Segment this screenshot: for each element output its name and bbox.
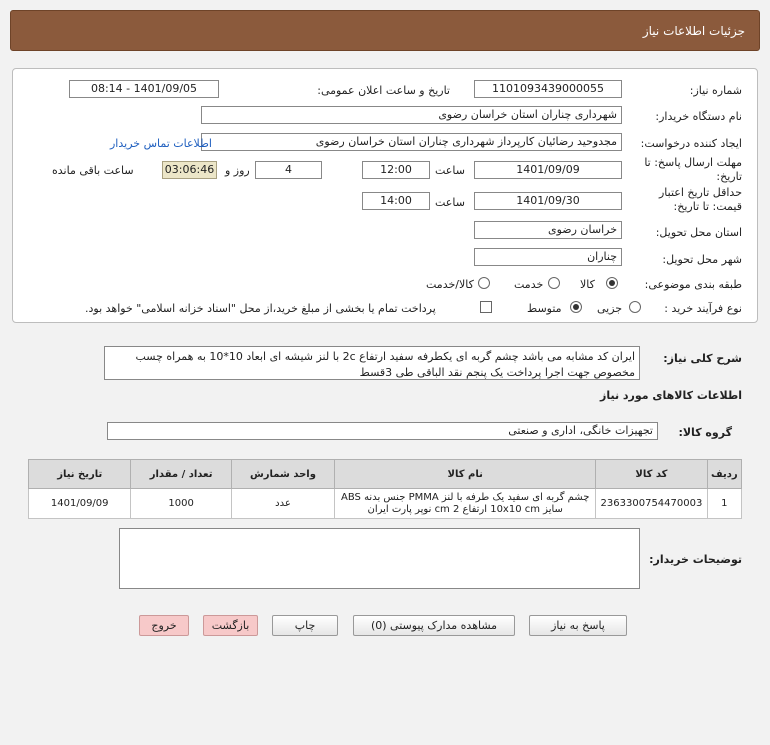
deadline-date-field: 1401/09/09 xyxy=(474,161,622,179)
process-option-medium: متوسط xyxy=(527,302,562,315)
deadline-time-label: ساعت xyxy=(435,164,465,177)
item-code: 2363300754470003 xyxy=(596,489,707,519)
col-row: ردیف xyxy=(707,460,741,489)
table-row xyxy=(29,489,742,519)
creator-field: مجدوحید رضائیان کارپرداز شهرداری چناران استان خراسان رضوی xyxy=(201,133,622,151)
days-remaining-field: 4 xyxy=(255,161,322,179)
announce-date-label: تاریخ و ساعت اعلان عمومی: xyxy=(317,84,450,97)
category-radio-goods[interactable] xyxy=(606,277,618,289)
page-header xyxy=(10,10,760,51)
item-name-line1: چشم گربه ای سفید یک طرفه با لنز PMMA جنس بدنه ABS xyxy=(341,491,590,503)
category-label: طبقه بندی موضوعی: xyxy=(644,278,742,291)
goods-table xyxy=(28,459,742,519)
goods-group-label: گروه کالا: xyxy=(678,426,732,439)
buyer-notes-field xyxy=(119,528,640,589)
item-name-line2: سایز 10x10 cm ارتفاع 2 cm نوپر پارت ایران xyxy=(367,503,563,515)
validity-date-field: 1401/09/30 xyxy=(474,192,622,210)
province-label: استان محل تحویل: xyxy=(655,226,742,239)
city-label: شهر محل تحویل: xyxy=(662,253,742,266)
need-number-label: شماره نیاز: xyxy=(689,84,742,97)
validity-time-label: ساعت xyxy=(435,196,465,209)
treasury-payment-checkbox[interactable] xyxy=(480,301,492,313)
deadline-label-date: تاریخ: xyxy=(716,170,742,183)
exit-button[interactable]: خروج xyxy=(139,615,189,636)
days-label: روز و xyxy=(225,164,250,177)
category-option-goods: کالا xyxy=(580,278,595,291)
remaining-time-label: ساعت باقی مانده xyxy=(52,164,134,177)
col-unit: واحد شمارش xyxy=(231,460,334,489)
description-label: شرح کلی نیاز: xyxy=(663,352,742,365)
province-field: خراسان رضوی xyxy=(474,221,622,239)
row-number: 1 xyxy=(707,489,741,519)
need-number-field: 1101093439000055 xyxy=(474,80,622,98)
buyer-org-field: شهرداری چناران استان خراسان رضوی xyxy=(201,106,622,124)
reply-button[interactable]: پاسخ به نیاز xyxy=(529,615,627,636)
item-name xyxy=(335,489,596,519)
goods-group-field: تجهیزات خانگی، اداری و صنعتی xyxy=(107,422,658,440)
view-attachments-button[interactable]: مشاهده مدارک پیوستی (0) xyxy=(353,615,515,636)
remaining-time-field: 03:06:46 xyxy=(162,161,217,179)
process-label: نوع فرآیند خرید : xyxy=(664,302,742,315)
process-radio-minor[interactable] xyxy=(629,301,641,313)
category-radio-goods-service[interactable] xyxy=(478,277,490,289)
item-qty: 1000 xyxy=(131,489,231,519)
col-code: کد کالا xyxy=(596,460,707,489)
col-date: تاریخ نیاز xyxy=(29,460,131,489)
deadline-time-field: 12:00 xyxy=(362,161,430,179)
announce-date-field: 1401/09/05 - 08:14 xyxy=(69,80,219,98)
back-button[interactable]: بازگشت xyxy=(203,615,258,636)
category-option-goods-service: کالا/خدمت xyxy=(426,278,474,291)
item-unit: عدد xyxy=(231,489,334,519)
treasury-payment-note: پرداخت تمام یا بخشی از مبلغ خرید،از محل "اسناد خزانه اسلامی" خواهد بود. xyxy=(85,302,436,315)
category-option-service: خدمت xyxy=(514,278,544,291)
goods-table-header xyxy=(29,460,742,489)
creator-label: ایجاد کننده درخواست: xyxy=(640,137,742,150)
validity-label-date: قیمت: تا تاریخ: xyxy=(673,200,742,213)
item-date: 1401/09/09 xyxy=(29,489,131,519)
buyer-contact-link[interactable]: اطلاعات تماس خریدار xyxy=(110,137,212,150)
page-title: جزئیات اطلاعات نیاز xyxy=(642,24,745,38)
validity-label: حداقل تاریخ اعتبار xyxy=(658,186,742,199)
col-qty: تعداد / مقدار xyxy=(131,460,231,489)
buyer-notes-label: توضیحات خریدار: xyxy=(649,553,742,566)
goods-section-title: اطلاعات کالاهای مورد نیاز xyxy=(600,389,742,402)
category-radio-service[interactable] xyxy=(548,277,560,289)
process-radio-medium[interactable] xyxy=(570,301,582,313)
validity-time-field: 14:00 xyxy=(362,192,430,210)
print-button[interactable]: چاپ xyxy=(272,615,338,636)
description-field: ایران کد مشابه می باشد چشم گربه ای یکطرفه سفید ارتفاع 2c با لنز شیشه ای ابعاد 10*10 به همراه چسب مخصوص جهت اجرا پرداخت یک پنجم نقد الباقی طی 3قسط xyxy=(104,346,640,380)
deadline-label: مهلت ارسال پاسخ: تا xyxy=(644,156,742,169)
buyer-org-label: نام دستگاه خریدار: xyxy=(655,110,742,123)
col-name: نام کالا xyxy=(335,460,596,489)
city-field: چناران xyxy=(474,248,622,266)
process-option-minor: جزیی xyxy=(597,302,623,315)
